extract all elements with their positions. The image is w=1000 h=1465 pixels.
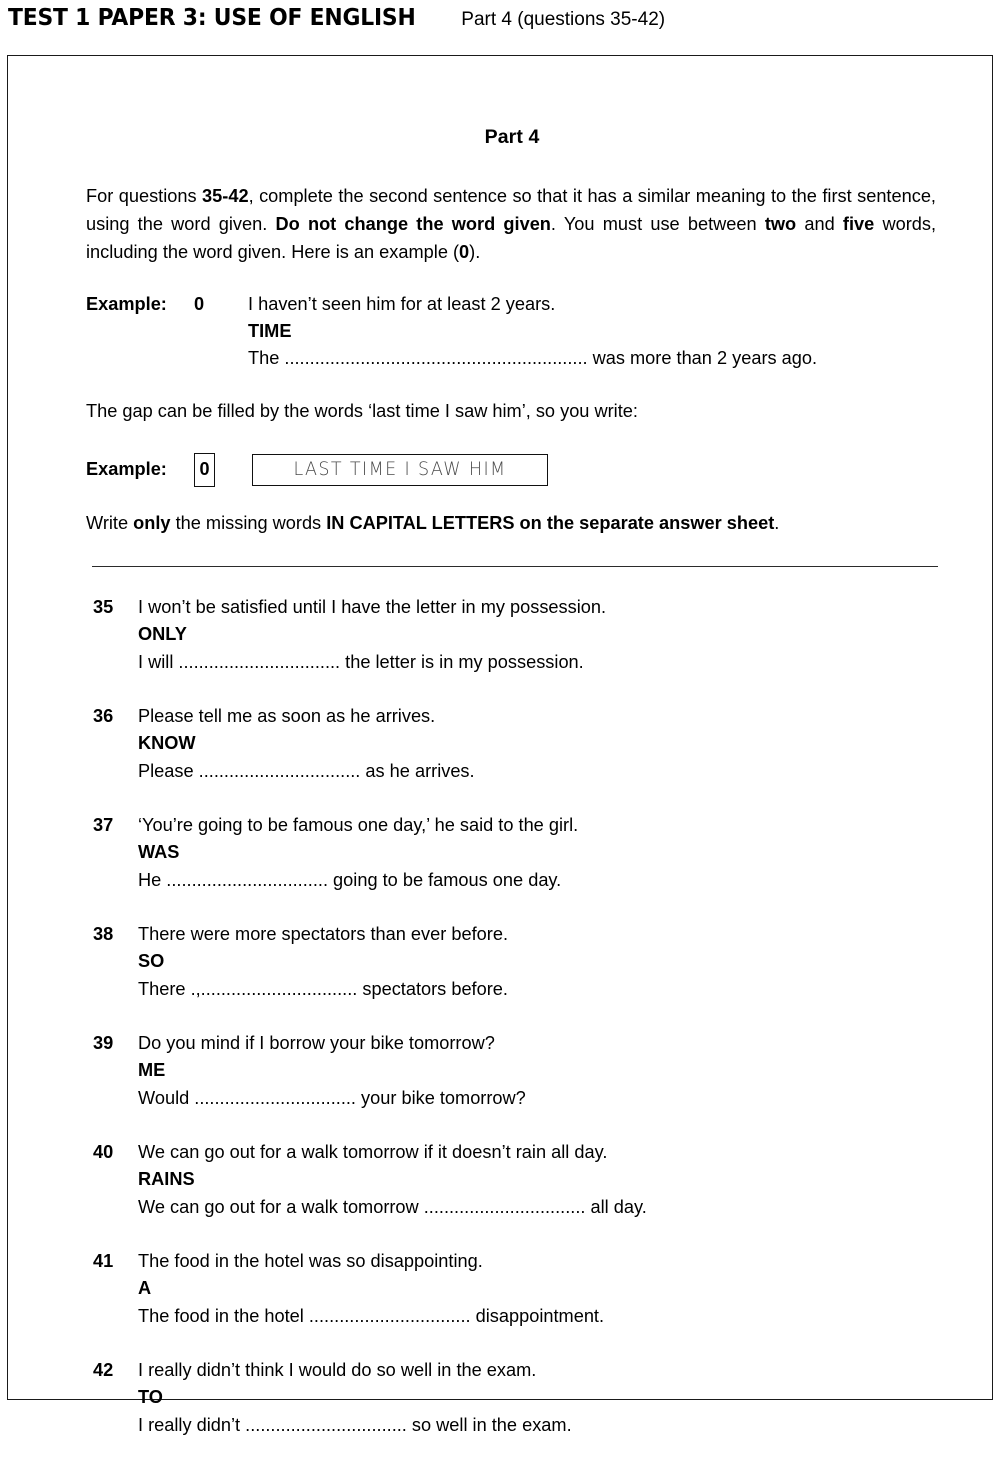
question-key-word: WAS: [138, 842, 180, 863]
question-answer-line[interactable]: The food in the hotel ................................ disappointment.: [138, 1305, 605, 1326]
section-divider: [92, 566, 938, 567]
part-heading: Part 4: [484, 126, 540, 148]
question-answer-line[interactable]: He ................................ going to be famous one day.: [138, 869, 562, 890]
question-prompt: I really didn’t think I would do so well in the exam.: [138, 1359, 537, 1380]
question-body: [138, 1139, 938, 1222]
question-prompt: We can go out for a walk tomorrow if it doesn’t rain all day.: [138, 1141, 608, 1162]
question-prompt: Do you mind if I borrow your bike tomorrow?: [138, 1032, 495, 1053]
answer-value-box[interactable]: [252, 454, 548, 486]
answer-number-box: 0: [194, 453, 215, 487]
question-body: [138, 812, 938, 895]
question-item: [86, 812, 938, 895]
example-answer-row: [86, 453, 938, 487]
question-number: 36: [93, 705, 114, 726]
worked-example: [86, 291, 938, 373]
question-answer-line[interactable]: I really didn’t ................................ so well in the exam.: [138, 1414, 572, 1435]
answer-demo-label: Example:: [86, 459, 167, 480]
question-key-word: ONLY: [138, 624, 187, 645]
question-item: [86, 1139, 938, 1222]
answer-value-text: LAST TIME I SAW HIM: [293, 459, 507, 481]
question-key-word: SO: [138, 951, 165, 972]
example-answer-line: The ............................................................ was more than 2 years ago.: [248, 348, 818, 369]
question-list: [86, 594, 938, 1440]
example-first-line: [86, 291, 938, 318]
page-content: [86, 126, 938, 1465]
page-title: TEST 1 PAPER 3: USE OF ENGLISH: [8, 3, 416, 31]
question-answer-line[interactable]: I will ................................ the letter is in my possession.: [138, 652, 584, 673]
question-body: [138, 1248, 938, 1331]
question-item: [86, 1030, 938, 1113]
question-body: [138, 1357, 938, 1440]
question-answer-line[interactable]: Would ................................ your bike tomorrow?: [138, 1087, 526, 1108]
page-border-frame: [7, 55, 993, 1435]
question-number: 42: [93, 1359, 114, 1380]
question-prompt: There were more spectators than ever before.: [138, 923, 508, 944]
question-answer-line[interactable]: Please ................................ as he arrives.: [138, 761, 475, 781]
question-prompt: ‘You’re going to be famous one day,’ he said to the girl.: [138, 814, 579, 835]
question-item: [86, 594, 938, 677]
example-label: Example:: [86, 293, 167, 314]
question-answer-line[interactable]: We can go out for a walk tomorrow ................................ all day.: [138, 1196, 647, 1217]
question-key-word: TO: [138, 1387, 163, 1408]
gap-explanation: The gap can be filled by the words ‘last time I saw him’, so you write:: [86, 401, 638, 422]
question-body: [138, 703, 938, 786]
question-number: 35: [93, 596, 114, 617]
question-prompt: I won’t be satisfied until I have the letter in my possession.: [138, 596, 607, 617]
header-part-reference: Part 4 (questions 35-42): [461, 9, 666, 30]
question-body: [138, 594, 938, 677]
question-number: 40: [93, 1141, 114, 1162]
question-key-word: RAINS: [138, 1169, 195, 1190]
question-prompt: Please tell me as soon as he arrives.: [138, 705, 436, 726]
instructions-paragraph: For questions 35-42, complete the second sentence so that it has a similar meaning to the first sentence, using the word given. Do not change the word given. You must use between two and five words, including the word given. Here is an example (0).: [86, 186, 937, 262]
example-sentence: I haven’t seen him for at least 2 years.: [248, 293, 556, 314]
question-number: 38: [93, 923, 114, 944]
example-number: 0: [194, 293, 205, 314]
question-key-word: ME: [138, 1060, 166, 1081]
question-number: 37: [93, 814, 114, 835]
question-key-word: A: [138, 1278, 152, 1299]
question-item: [86, 1248, 938, 1331]
question-answer-line[interactable]: There .,............................... spectators before.: [138, 978, 508, 999]
question-item: [86, 703, 938, 786]
write-instruction: Write only the missing words IN CAPITAL LETTERS on the separate answer sheet.: [86, 512, 780, 533]
running-header: [8, 3, 992, 42]
question-number: 41: [93, 1250, 114, 1271]
question-body: [138, 1030, 938, 1113]
question-prompt: The food in the hotel was so disappointing.: [138, 1250, 483, 1271]
question-number: 39: [93, 1032, 114, 1053]
question-item: [86, 921, 938, 1004]
example-key-word: TIME: [248, 320, 292, 341]
question-body: [138, 921, 938, 1004]
question-key-word: KNOW: [138, 733, 196, 754]
question-item: [86, 1357, 938, 1440]
